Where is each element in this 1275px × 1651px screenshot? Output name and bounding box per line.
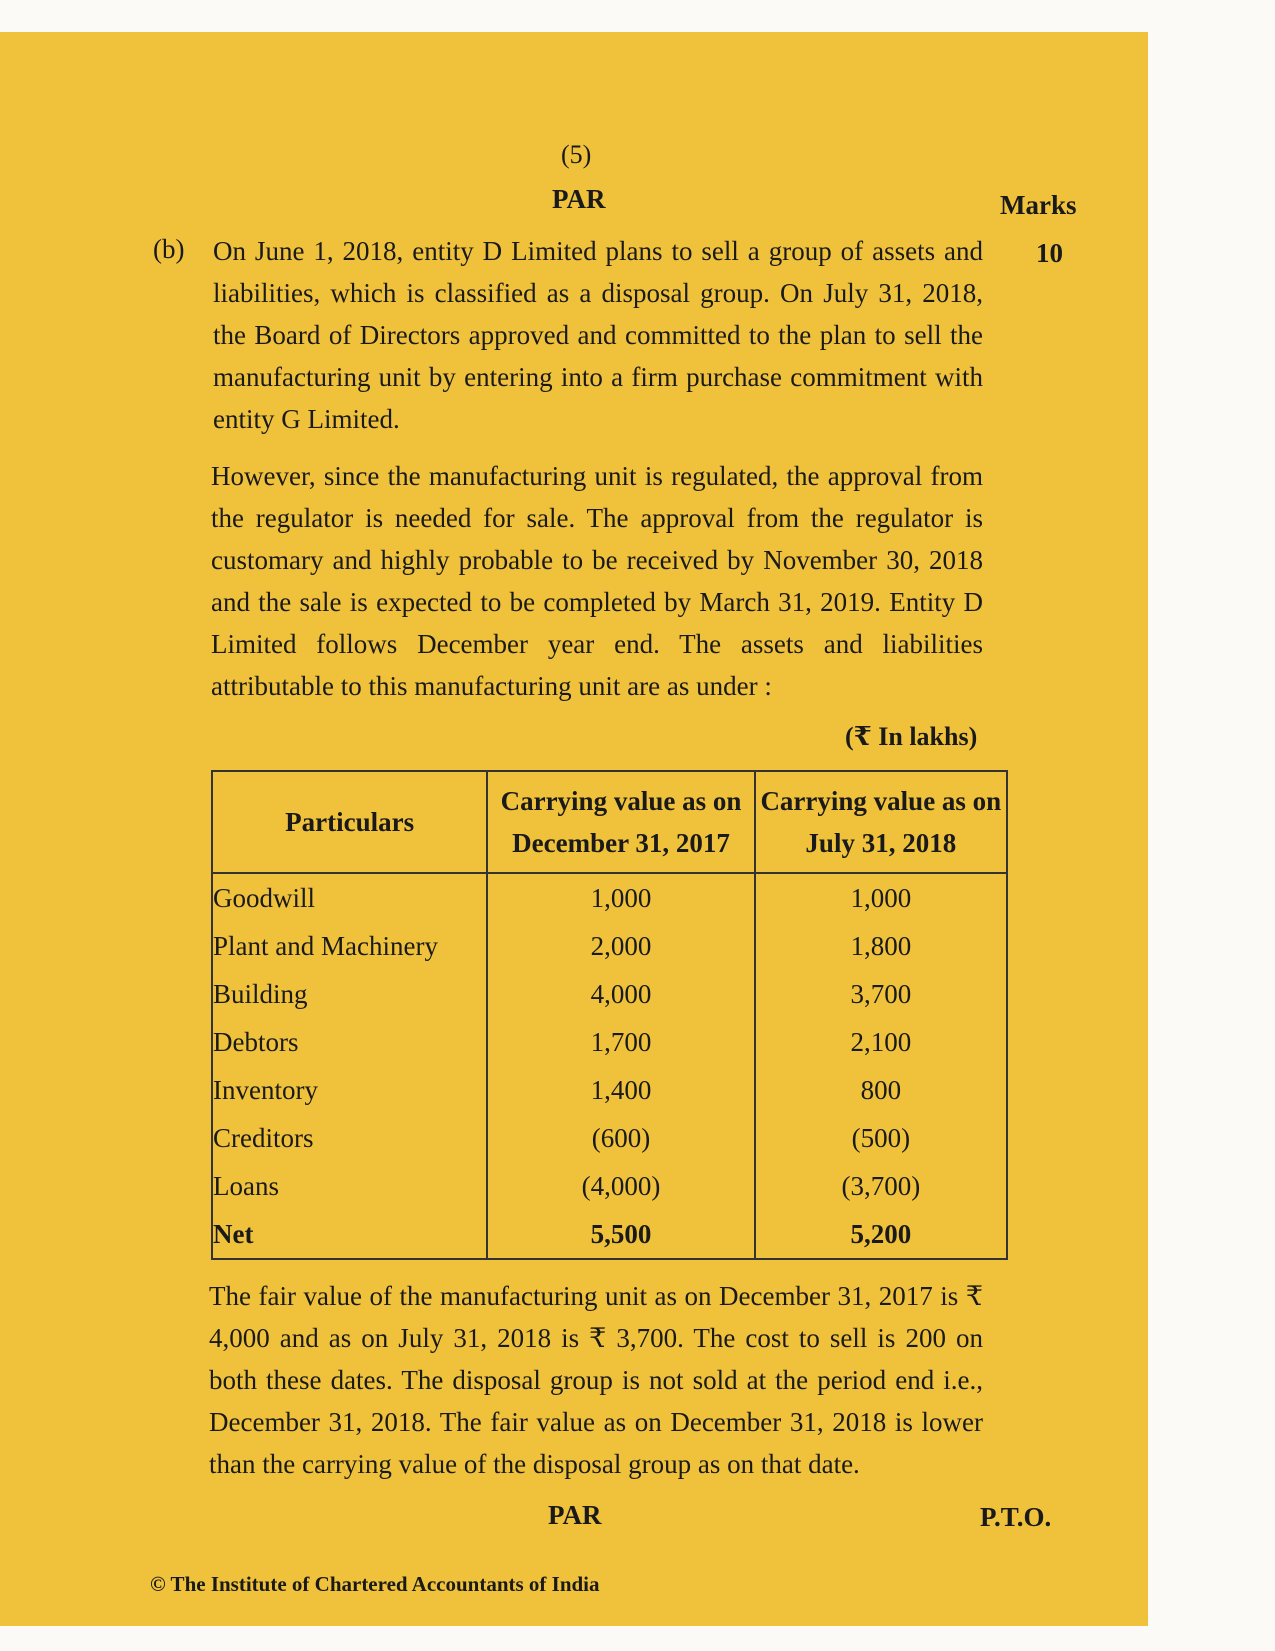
row-value-dec-2017: (4,000) xyxy=(487,1162,754,1210)
row-value-dec-2017: 5,500 xyxy=(487,1210,754,1259)
carrying-value-table xyxy=(211,770,1008,1260)
row-value-dec-2017: (600) xyxy=(487,1114,754,1162)
row-value-jul-2018: 3,700 xyxy=(755,970,1007,1018)
row-value-jul-2018: 5,200 xyxy=(755,1210,1007,1259)
row-value-jul-2018: (500) xyxy=(755,1114,1007,1162)
table-row xyxy=(212,970,1007,1018)
header-jul-2018-line1: Carrying value as on xyxy=(760,786,1002,816)
row-value-dec-2017: 1,700 xyxy=(487,1018,754,1066)
unit-note: (₹ In lakhs) xyxy=(845,722,978,751)
row-particular: Loans xyxy=(212,1162,487,1210)
row-value-dec-2017: 1,400 xyxy=(487,1066,754,1114)
row-particular: Creditors xyxy=(212,1114,487,1162)
page-number: (5) xyxy=(561,140,592,169)
row-value-dec-2017: 2,000 xyxy=(487,922,754,970)
row-particular: Building xyxy=(212,970,487,1018)
table-row xyxy=(212,1066,1007,1114)
header-particulars: Particulars xyxy=(212,771,487,873)
header-jul-2018 xyxy=(755,771,1007,873)
table-row xyxy=(212,1114,1007,1162)
question-label: (b) xyxy=(153,234,185,264)
row-value-dec-2017: 1,000 xyxy=(487,873,754,922)
row-particular: Goodwill xyxy=(212,873,487,922)
scan-margin-bottom xyxy=(0,1626,1275,1651)
row-value-jul-2018: 1,800 xyxy=(755,922,1007,970)
table-row xyxy=(212,873,1007,922)
header-dec-2017 xyxy=(487,771,754,873)
pto-label: P.T.O. xyxy=(980,1502,1052,1532)
row-value-jul-2018: 800 xyxy=(755,1066,1007,1114)
table-row-net xyxy=(212,1210,1007,1259)
table-row xyxy=(212,1162,1007,1210)
header-dec-2017-line1: Carrying value as on xyxy=(500,786,742,816)
row-particular: Inventory xyxy=(212,1066,487,1114)
question-marks: 10 xyxy=(1036,238,1063,268)
header-dec-2017-line2: December 31, 2017 xyxy=(512,828,730,858)
row-particular: Net xyxy=(212,1210,487,1259)
table-row xyxy=(212,1018,1007,1066)
footer-paper-code: PAR xyxy=(548,1500,602,1530)
row-value-jul-2018: 1,000 xyxy=(755,873,1007,922)
table-header-row xyxy=(212,771,1007,873)
copyright-notice: © The Institute of Chartered Accountants of India xyxy=(150,1572,600,1596)
header-jul-2018-line2: July 31, 2018 xyxy=(805,828,957,858)
scan-margin-top xyxy=(0,0,1275,32)
scan-margin-right xyxy=(1148,0,1275,1651)
row-particular: Debtors xyxy=(212,1018,487,1066)
question-paragraph-1: On June 1, 2018, entity D Limited plans to sell a group of assets and liabilities, which is classified as a disposal group. On July 31, 2018, the Board of Directors approved and committed to the plan to sell the manufacturing unit by entering into a firm purchase commitment with entity G Limited. xyxy=(213,236,983,434)
question-paragraph-2: However, since the manufacturing unit is regulated, the approval from the regulator is needed for sale. The approval from the regulator is customary and highly probable to be received by November 30, 2018 and the sale is expected to be completed by March 31, 2019. Entity D Limited follows December year end. The assets and liabilities attributable to this manufacturing unit are as under : xyxy=(211,461,983,701)
table-row xyxy=(212,922,1007,970)
row-value-jul-2018: (3,700) xyxy=(755,1162,1007,1210)
row-value-jul-2018: 2,100 xyxy=(755,1018,1007,1066)
marks-heading: Marks xyxy=(1000,190,1077,220)
header-paper-code: PAR xyxy=(552,184,606,214)
row-particular: Plant and Machinery xyxy=(212,922,487,970)
question-paragraph-3: The fair value of the manufacturing unit as on December 31, 2017 is ₹ 4,000 and as on July 31, 2018 is ₹ 3,700. The cost to sell is 200 on both these dates. The disposal group is not sold at the period end i.e., December 31, 2018. The fair value as on December 31, 2018 is lower than the carrying value of the disposal group as on that date. xyxy=(209,1281,983,1479)
row-value-dec-2017: 4,000 xyxy=(487,970,754,1018)
